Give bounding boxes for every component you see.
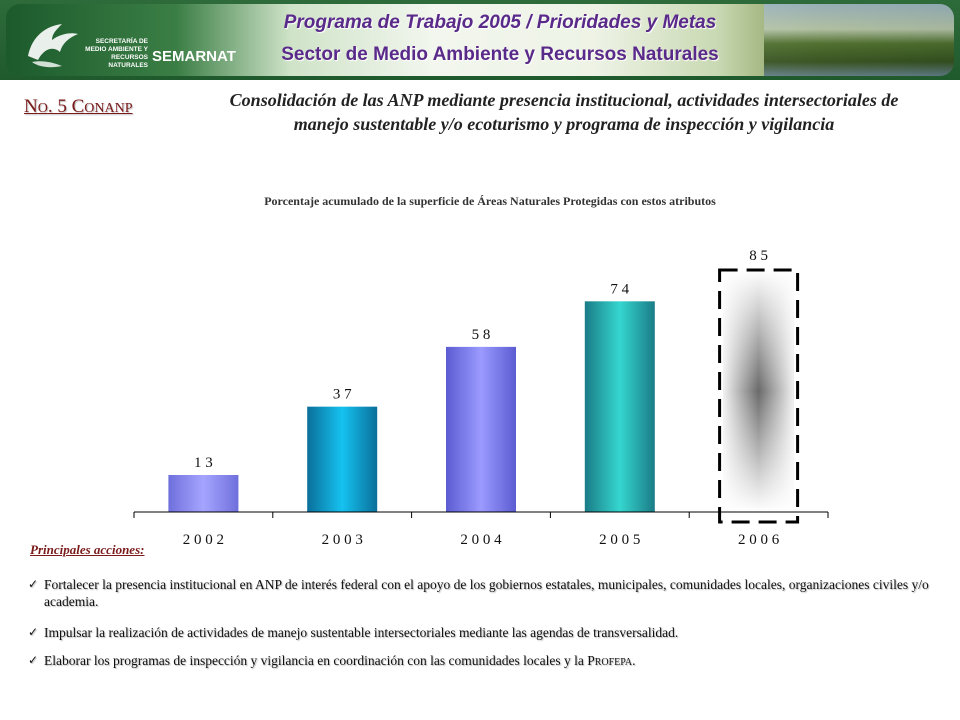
- action-text-3-end: .: [632, 653, 636, 668]
- bar-2003: [307, 407, 377, 512]
- category-label-2003: 2 0 0 3: [321, 532, 363, 548]
- check-icon: ✓: [28, 625, 39, 639]
- slide-number-middle: . 5 C: [47, 96, 85, 117]
- value-label-2004: 5 8: [471, 326, 491, 343]
- main-title: Consolidación de las ANP mediante presencia institucional, actividades intersectoriales de manejo sustentable y/o ecoturismo y programa de inspección y vigilancia: [229, 90, 899, 134]
- bar-2004: [446, 347, 516, 512]
- action-item-1: [28, 576, 934, 610]
- category-label-2006: 2 0 0 6: [737, 532, 780, 548]
- category-label-2004: 2 0 0 4: [460, 532, 502, 548]
- category-label-2005: 2 0 0 5: [599, 532, 641, 548]
- bar-2005: [585, 301, 655, 512]
- slide-number-prefix: N: [24, 96, 38, 117]
- value-label-2005: 7 4: [610, 281, 630, 298]
- action-item-2: [28, 624, 934, 641]
- slide-number-prefix-small: O: [37, 101, 48, 116]
- logo-line-1: SECRETARÍA DE: [95, 38, 148, 45]
- logo-line-2: MEDIO AMBIENTE Y: [85, 46, 148, 53]
- action-text-3: [44, 652, 934, 671]
- action-text-3-main: Elaborar los programas de inspección y vigilancia en coordinación con las comunidades locales y la P: [44, 653, 595, 668]
- banner-title: Programa de Trabajo 2005 / Prioridades y Metas: [283, 12, 717, 33]
- slide-number-suffix: ONANP: [84, 101, 133, 116]
- logo-brand: SEMARNAT: [152, 48, 236, 65]
- value-label-2003: 3 7: [332, 386, 352, 403]
- action-item-3: [28, 652, 934, 671]
- logo-line-3: RECURSOS NATURALES: [108, 54, 148, 69]
- action-text-3-small: ROFEPA: [594, 657, 633, 668]
- actions-heading: Principales acciones:: [30, 542, 145, 557]
- chart-title: Porcentaje acumulado de la superficie de Áreas Naturales Protegidas con estos atributos: [264, 194, 716, 208]
- value-label-2006: 8 5: [749, 248, 768, 264]
- bar-2002: [168, 475, 238, 512]
- bar-highlight-sheen: [724, 270, 794, 512]
- banner-subtitle: Sector de Medio Ambiente y Recursos Naturales: [281, 44, 719, 65]
- action-text-2: Impulsar la realización de actividades de manejo sustentable intersectoriales mediante las agendas de transversalidad.: [44, 625, 679, 640]
- category-label-2002: 2 0 0 2: [182, 532, 225, 548]
- check-icon: ✓: [28, 653, 39, 667]
- value-label-2002: 1 3: [194, 454, 213, 471]
- check-icon: ✓: [28, 577, 39, 591]
- action-text-1: Fortalecer la presencia institucional en ANP de interés federal con el apoyo de los gobiernos estatales, municipales, comunidades locales, organizaciones civiles y/o academia.: [44, 577, 929, 609]
